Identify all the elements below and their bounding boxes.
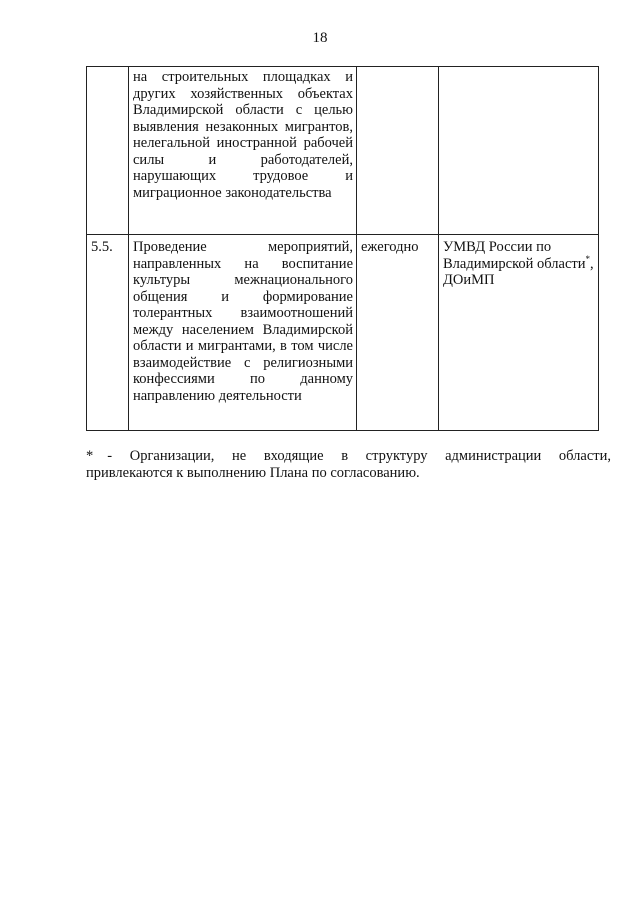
footnote-line-1 [86, 448, 611, 465]
row-number-cell [87, 67, 129, 235]
row-description-cell: Проведение мероприятий, направленных на воспитание культуры межнационального общения и формирование толерантных взаимоотношений между населением Владимирской области и мигрантами, в том числе взаимодействие с религиозными конфессиями по данному направлению деятельности [129, 235, 357, 431]
responsible-text-extra: , ДОиМП [443, 255, 594, 288]
footnote-dash: - [107, 448, 113, 464]
table-row [87, 235, 599, 431]
row-number-cell: 5.5. [87, 235, 129, 431]
row-term-cell [357, 67, 439, 235]
page-number: 18 [312, 30, 328, 46]
row-description-cell: на строительных площадках и других хозяйственных объектах Владимирской области с целью выявления незаконных мигрантов, нелегальной иностранной рабочей силы и работодателей, нарушающих трудовое и миграционное законодательства [129, 67, 357, 235]
footnote-asterisk: * [86, 448, 94, 464]
footnote [86, 448, 611, 482]
table-row [87, 67, 599, 235]
responsible-text: УМВД России по Владимирской области [443, 239, 586, 272]
plan-table [86, 66, 599, 431]
row-responsible-cell [439, 67, 599, 235]
row-responsible-cell [439, 235, 599, 431]
row-term-cell: ежегодно [357, 235, 439, 431]
footnote-mark: * [585, 253, 591, 264]
footnote-text-1: Организации, не входящие в структуру администрации области, [129, 448, 612, 464]
footnote-line-2: привлекаются к выполнению Плана по согласованию. [86, 465, 420, 481]
